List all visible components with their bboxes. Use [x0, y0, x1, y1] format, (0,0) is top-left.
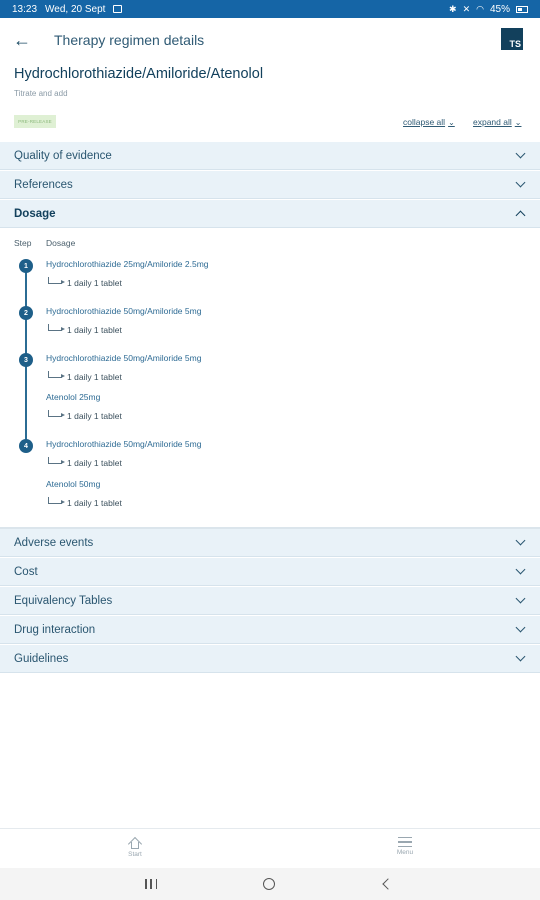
section-dosage[interactable]	[0, 200, 540, 228]
step-number-badge: 1	[19, 259, 33, 273]
arrow-right-icon	[48, 499, 64, 507]
expand-all-button[interactable]	[473, 117, 521, 127]
section-label: Guidelines	[14, 652, 69, 665]
battery-percent: 45%	[489, 3, 510, 15]
nav-start-button[interactable]	[105, 837, 165, 858]
section-label: References	[14, 178, 73, 191]
dosage-instruction	[48, 325, 122, 335]
hamburger-menu-icon	[398, 837, 412, 847]
instruction-text: 1 daily 1 tablet	[67, 411, 122, 421]
section-label: Adverse events	[14, 536, 94, 549]
app-header	[0, 18, 540, 62]
battery-icon	[516, 6, 528, 13]
collapse-all-button[interactable]	[403, 117, 455, 127]
wifi-icon: ◠	[476, 3, 484, 14]
system-home-button[interactable]	[263, 878, 275, 890]
dosage-drug-link[interactable]: Hydrochlorothiazide 25mg/Amiloride 2.5mg	[46, 259, 209, 269]
column-header-step: Step	[14, 238, 32, 248]
section-equivalency-tables[interactable]	[0, 587, 540, 615]
section-cost[interactable]	[0, 558, 540, 586]
section-label: Cost	[14, 565, 38, 578]
column-header-dosage: Dosage	[46, 238, 76, 248]
arrow-right-icon	[48, 373, 64, 381]
gallery-notification-icon	[113, 5, 122, 13]
arrow-right-icon	[48, 279, 64, 287]
status-badge: PRE-RELEASE	[14, 115, 56, 128]
instruction-text: 1 daily 1 tablet	[67, 372, 122, 382]
arrow-left-icon: ←	[13, 29, 31, 50]
expand-all-label: expand all	[473, 117, 512, 127]
section-guidelines[interactable]	[0, 645, 540, 673]
nav-menu-label: Menu	[396, 849, 414, 856]
chevron-down-icon	[516, 594, 526, 604]
section-drug-interaction[interactable]	[0, 616, 540, 644]
section-references[interactable]	[0, 171, 540, 199]
collapse-all-label: collapse all	[403, 117, 446, 127]
section-quality-of-evidence[interactable]	[0, 142, 540, 170]
chevron-down-icon	[516, 623, 526, 633]
dosage-instruction	[48, 458, 122, 468]
step-number-badge: 3	[19, 353, 33, 367]
chevron-down-icon	[516, 149, 526, 159]
dosage-instruction	[48, 498, 122, 508]
dosage-instruction	[48, 372, 122, 382]
regimen-subtitle: Titrate and add	[14, 89, 68, 98]
chevron-down-icon: ⌄	[448, 117, 455, 127]
dosage-drug-link[interactable]: Hydrochlorothiazide 50mg/Amiloride 5mg	[46, 353, 202, 363]
chevron-down-icon	[516, 565, 526, 575]
nav-start-label: Start	[128, 851, 142, 858]
section-adverse-events[interactable]	[0, 529, 540, 557]
bluetooth-icon: ✱	[449, 3, 457, 14]
step-number-badge: 4	[19, 439, 33, 453]
section-label: Drug interaction	[14, 623, 96, 636]
status-bar	[0, 0, 540, 18]
section-label: Equivalency Tables	[14, 594, 113, 607]
dosage-drug-link[interactable]: Atenolol 25mg	[46, 392, 101, 402]
recent-apps-button[interactable]	[145, 879, 157, 889]
arrow-right-icon	[48, 459, 64, 467]
nav-menu-button[interactable]	[375, 837, 435, 856]
instruction-text: 1 daily 1 tablet	[67, 325, 122, 335]
arrow-right-icon	[48, 412, 64, 420]
instruction-text: 1 daily 1 tablet	[67, 498, 122, 508]
arrow-right-icon	[48, 326, 64, 334]
system-navigation-bar	[0, 868, 540, 900]
status-time: 13:23	[12, 3, 38, 15]
step-number-badge: 2	[19, 306, 33, 320]
instruction-text: 1 daily 1 tablet	[67, 458, 122, 468]
back-button[interactable]	[0, 18, 44, 62]
dosage-instruction	[48, 411, 122, 421]
dosage-drug-link[interactable]: Hydrochlorothiazide 50mg/Amiloride 5mg	[46, 439, 202, 449]
chevron-up-icon	[516, 211, 526, 221]
section-label: Dosage	[14, 207, 56, 220]
instruction-text: 1 daily 1 tablet	[67, 278, 122, 288]
chevron-down-icon	[516, 178, 526, 188]
regimen-title: Hydrochlorothiazide/Amiloride/Atenolol	[14, 66, 264, 82]
dosage-instruction	[48, 278, 122, 288]
home-icon	[128, 837, 142, 849]
mute-icon: ✕	[462, 3, 471, 14]
dosage-drug-link[interactable]: Atenolol 50mg	[46, 479, 101, 489]
section-label: Quality of evidence	[14, 149, 112, 162]
dosage-drug-link[interactable]: Hydrochlorothiazide 50mg/Amiloride 5mg	[46, 306, 202, 316]
system-back-button[interactable]	[382, 878, 393, 889]
chevron-down-icon	[516, 652, 526, 662]
chevron-down-icon	[516, 536, 526, 546]
chevron-down-icon: ⌄	[514, 117, 522, 127]
page-title: Therapy regimen details	[54, 32, 205, 48]
status-date: Wed, 20 Sept	[45, 3, 106, 15]
brand-logo: TS	[501, 28, 523, 50]
bottom-navigation	[0, 828, 540, 868]
